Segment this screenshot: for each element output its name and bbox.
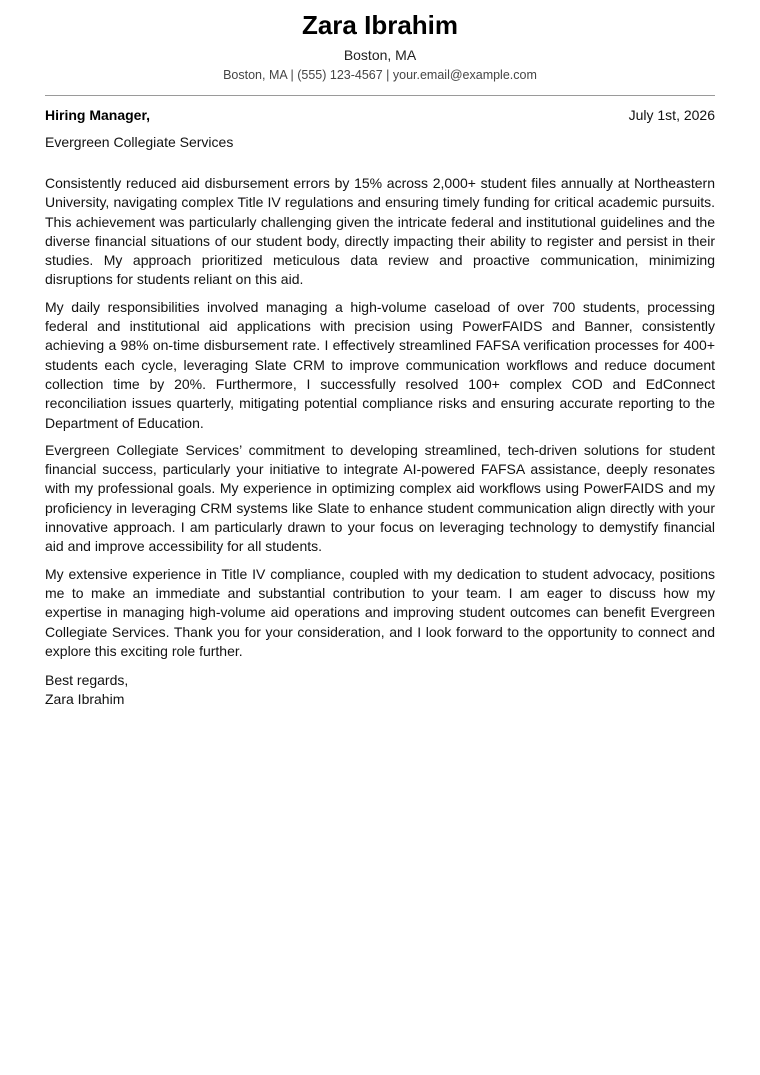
body-paragraph: Evergreen Collegiate Services’ commitment to developing streamlined, tech-driven solutions for student financial success, particularly your initiative to integrate AI-powered FAFSA assistance, deeply resonates with my professional goals. My experience in optimizing complex aid workflows using PowerFAIDS and my proficiency in leveraging CRM systems like Slate to enhance student communication align directly with your innovative approach. I am particularly drawn to your focus on leveraging technology to demystify financial aid and improve accessibility for all students. [45,441,715,555]
letter-body [45,174,715,661]
company-name: Evergreen Collegiate Services [45,134,234,150]
recipient-salutation: Hiring Manager, [45,107,151,123]
letter-signature: Zara Ibrahim [45,691,125,708]
letter-closing: Best regards, [45,672,129,689]
salutation-row [45,106,715,125]
body-paragraph: My extensive experience in Title IV compliance, coupled with my dedication to student advocacy, positions me to make an immediate and substantial contribution to your team. I am eager to discuss how my expertise in managing high-volume aid operations and improving student outcomes can benefit Evergreen Collegiate Services. Thank you for your consideration, and I look forward to the opportunity to connect and explore this exciting role further. [45,565,715,659]
applicant-location: Boston, MA [343,47,417,63]
body-paragraph: My daily responsibilities involved managing a high-volume caseload of over 700 students, processing federal and institutional aid applications with precision using PowerFAIDS and Banner, consistently achieving a 98% on-time disbursement rate. I effectively streamlined FAFSA verification processes for 400+ students each cycle, leveraging Slate CRM to improve communication workflows and reduce document collection time by 20%. Furthermore, I successfully resolved 100+ complex COD and EdConnect reconciliation issues quarterly, mitigating potential compliance risks and ensuring accurate reporting to the Department of Education. [45,298,715,431]
body-paragraph: Consistently reduced aid disbursement errors by 15% across 2,000+ student files annually at Northeastern University, navigating complex Title IV regulations and ensuring timely funding for critical academic pursuits. This achievement was particularly challenging given the intricate federal and institutional guidelines and the diverse financial situations of our student body, directly impacting their ability to register and persist in their studies. My approach prioritized meticulous data review and proactive communication, minimizing disruptions for students reliant on this aid. [45,175,715,288]
applicant-name: Zara Ibrahim [301,10,459,40]
header-divider [45,95,715,96]
applicant-contact-line: Boston, MA | (555) 123-4567 | your.email@example.com [223,68,537,82]
letter-date: July 1st, 2026 [628,107,715,123]
